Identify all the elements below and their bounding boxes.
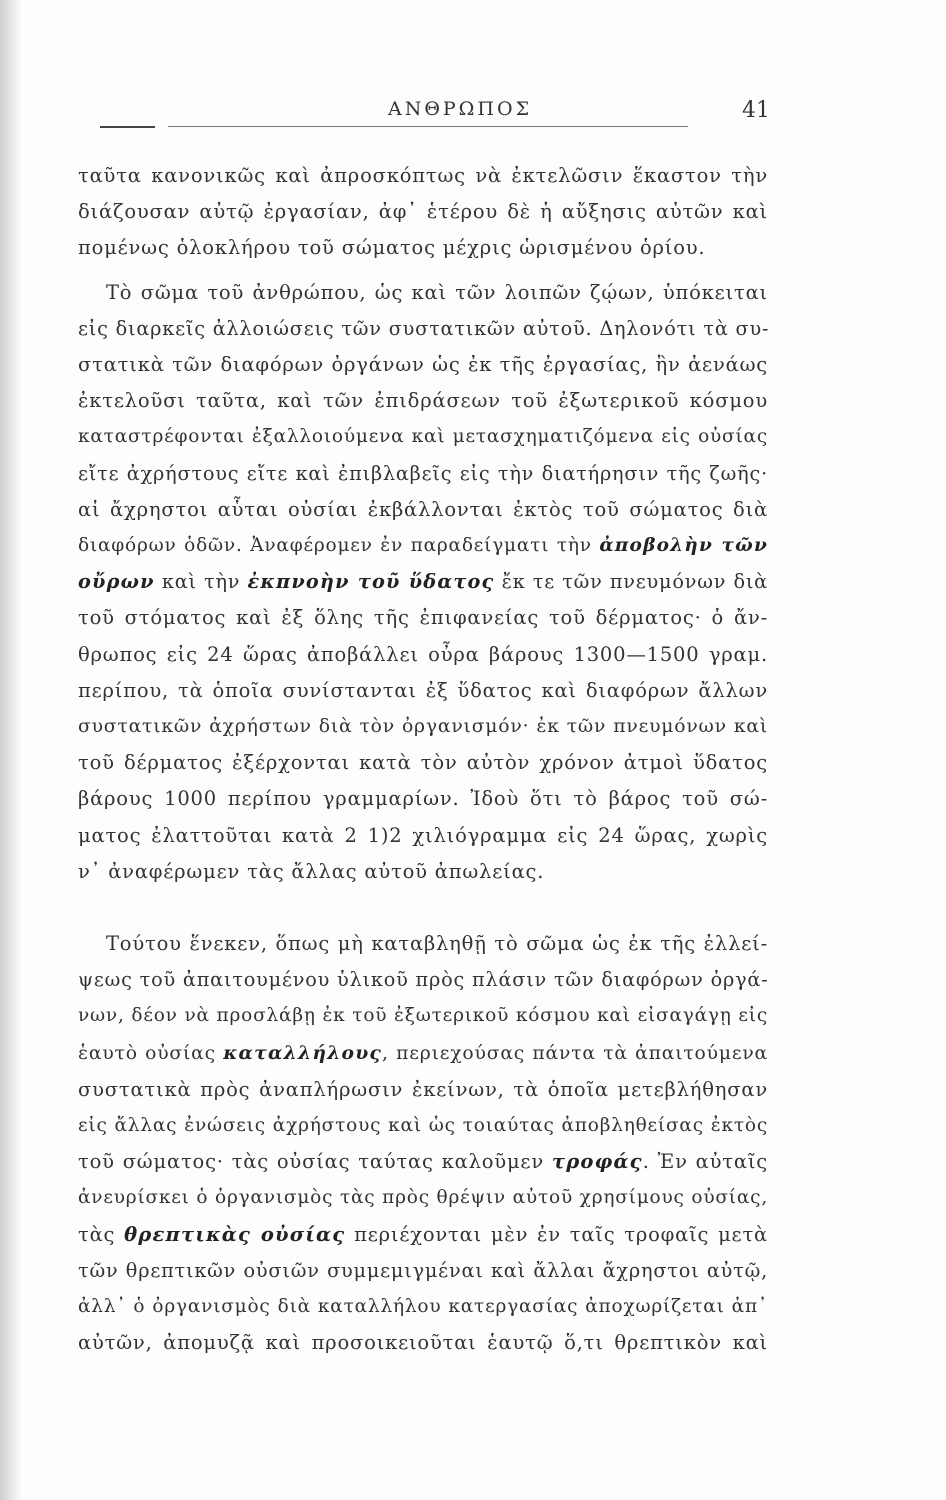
text-line: Τούτου ἕνεκεν, ὅπως μὴ καταβληθῇ τὸ σῶμα ὡς ἐκ τῆς ἐλλεί- — [106, 932, 768, 956]
text-line: εἴτε ἀχρήστους εἴτε καὶ ἐπιβλαβεῖς εἰς τὴν διατήρησιν τῆς ζωῆς· — [78, 461, 768, 485]
text-run: , περιεχούσας πάντα τὰ ἀπαιτούμενα — [382, 1042, 769, 1064]
text-line: τῶν θρεπτικῶν οὐσιῶν συμμεμιγμέναι καὶ ἄλλαι ἄχρηστοι αὐτῷ, — [78, 1258, 768, 1282]
text-line: Τὸ σῶμα τοῦ ἀνθρώπου, ὡς καὶ τῶν λοιπῶν ζῴων, ὑπόκειται — [106, 280, 768, 304]
text-line: νων, δέον νὰ προσλάβῃ ἐκ τοῦ ἐξωτερικοῦ κόσμου καὶ εἰσαγάγῃ εἰς — [78, 1005, 768, 1027]
text-line: ἀλλ᾽ ὁ ὀργανισμὸς διὰ καταλλήλου κατεργασίας ἀποχωρίζεται ἀπ᾽ — [78, 1296, 768, 1318]
page-body — [78, 158, 768, 1362]
emphasis-text: τροφάς — [551, 1150, 643, 1174]
text-line — [78, 1217, 768, 1253]
emphasis-text: ἐκπνοὴν τοῦ ὕδατος — [247, 570, 495, 594]
text-line: ν᾽ ἀναφέρωμεν τὰς ἄλλας αὐτοῦ ἀπωλείας. — [78, 859, 545, 883]
text-line: αἱ ἄχρηστοι αὗται οὐσίαι ἐκβάλλονται ἐκτὸς τοῦ σώματος διὰ — [78, 497, 768, 521]
text-line: ταῦτα κανονικῶς καὶ ἀπροσκόπτως νὰ ἐκτελῶσιν ἕκαστον τὴν — [78, 164, 768, 187]
text-line: βάρους 1000 περίπου γραμμαρίων. Ἰδοὺ ὅτι τὸ βάρος τοῦ σώ- — [78, 787, 768, 811]
text-line: διάζουσαν αὐτῷ ἐργασίαν, ἀφ᾽ ἑτέρου δὲ ἡ αὔξησις αὐτῶν καὶ — [78, 200, 768, 224]
paragraph-1 — [78, 158, 768, 267]
text-run: διαφόρων ὁδῶν. Ἀναφέρομεν ἐν παραδείγματι τὴν — [78, 535, 600, 557]
emphasis-text: ἀποβολὴν τῶν — [599, 535, 768, 557]
header-rule-left — [100, 126, 155, 128]
text-line: ματος ἐλαττοῦται κατὰ 2 1)2 χιλιόγραμμα εἰς 24 ὥρας, χωρὶς — [78, 823, 768, 847]
text-line: εἰς ἄλλας ἐνώσεις ἀχρήστους καὶ ὡς τοιαύτας ἀποβληθείσας ἐκτὸς — [78, 1115, 768, 1137]
emphasis-text: οὔρων — [78, 570, 155, 594]
text-run: τοῦ σώματος· τὰς οὐσίας ταύτας καλοῦμεν — [78, 1150, 552, 1174]
text-line: ἐκτελοῦσι ταῦτα, καὶ τῶν ἐπιδράσεων τοῦ ἐξωτερικοῦ κόσμου — [78, 389, 768, 413]
text-line: εἰς διαρκεῖς ἀλλοιώσεις τῶν συστατικῶν αὐτοῦ. Δηλονότι τὰ συ- — [78, 316, 770, 340]
page-number: 41 — [742, 98, 770, 123]
text-line: ψεως τοῦ ἀπαιτουμένου ὑλικοῦ πρὸς πλάσιν τῶν διαφόρων ὀργά- — [78, 968, 769, 992]
text-line: καταστρέφονται ἐξαλλοιούμενα καὶ μετασχηματιζόμενα εἰς οὐσίας — [78, 426, 768, 448]
text-line: ἀνευρίσκει ὁ ὀργανισμὸς τὰς πρὸς θρέψιν αὐτοῦ χρησίμους οὐσίας, — [78, 1187, 768, 1209]
text-run: περιέχονται μὲν ἐν ταῖς τροφαῖς μετὰ — [345, 1222, 768, 1246]
text-line — [78, 1035, 768, 1072]
text-line: περίπου, τὰ ὁποῖα συνίστανται ἐξ ὕδατος καὶ διαφόρων ἄλλων — [78, 678, 768, 702]
text-line: συστατικῶν ἀχρήστων διὰ τὸν ὀργανισμόν· ἐκ τῶν πνευμόνων καὶ — [78, 716, 768, 738]
text-run: . Ἐν αὐταῖς — [642, 1150, 768, 1174]
text-run: ἔκ τε τῶν πνευμόνων διὰ — [494, 570, 768, 594]
text-line — [78, 564, 768, 600]
paragraph-2 — [78, 275, 768, 890]
text-run: ἑαυτὸ οὐσίας — [78, 1042, 224, 1064]
emphasis-text: θρεπτικὰς οὐσίας — [124, 1222, 346, 1246]
page-header — [100, 92, 770, 132]
header-rule — [168, 126, 688, 127]
text-run: καὶ τὴν — [154, 570, 248, 594]
text-run: τὰς — [78, 1222, 125, 1246]
emphasis-text: καταλλήλους — [223, 1041, 383, 1064]
text-line: πομένως ὁλοκλήρου τοῦ σώματος μέχρις ὡρισμένου ὁρίου. — [78, 236, 706, 260]
running-head: ΑΝΘΡΩΠΟΣ — [387, 98, 533, 120]
text-line: τοῦ στόματος καὶ ἐξ ὅλης τῆς ἐπιφανείας τοῦ δέρματος· ὁ ἄν- — [78, 606, 768, 630]
text-line: τοῦ δέρματος ἐξέρχονται κατὰ τὸν αὐτὸν χρόνον ἀτμοὶ ὕδατος — [78, 751, 768, 775]
text-line — [78, 528, 768, 564]
text-line: στατικὰ τῶν διαφόρων ὀργάνων ὡς ἐκ τῆς ἐργασίας, ἣν ἀενάως — [78, 353, 768, 377]
text-line: θρωπος εἰς 24 ὥρας ἀποβάλλει οὖρα βάρους 1300—1500 γραμ. — [78, 642, 768, 666]
binding-shadow — [0, 0, 22, 1500]
paragraph-3 — [78, 926, 768, 1361]
text-line — [78, 1144, 768, 1180]
text-line: συστατικὰ πρὸς ἀναπλήρωσιν ἐκείνων, τὰ ὁποῖα μετεβλήθησαν — [78, 1077, 768, 1101]
text-line: αὐτῶν, ἀπομυζᾷ καὶ προσοικειοῦται ἑαυτῷ ὅ,τι θρεπτικὸν καὶ — [78, 1331, 768, 1355]
